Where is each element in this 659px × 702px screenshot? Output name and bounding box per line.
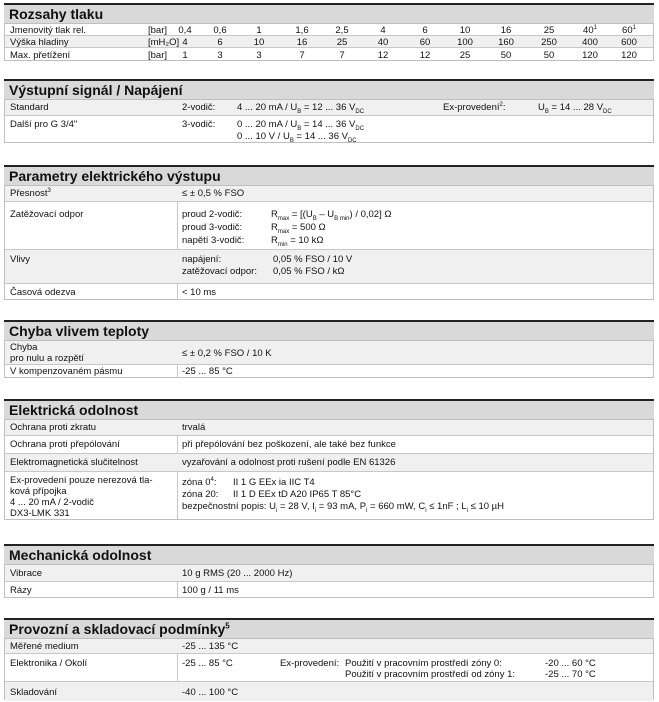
row-value: vyzařování a odolnost proti rušení podle EN 61326 [182,457,396,468]
table-row [5,654,653,682]
table-row [5,436,653,454]
row-value: 10 [459,25,471,36]
section-title-pressure-ranges: Rozsahy tlaku [4,3,654,23]
pressure-ranges-table [4,23,654,61]
table-row [5,582,653,599]
row-label: Elektronika / Okolí [10,658,88,669]
section-title-temperature-error: Chyba vlivem teploty [4,320,654,340]
row-label: Výška hladiny [10,37,69,48]
section-title-mechanical: Mechanická odolnost [4,544,654,564]
row-value: -25 ... 70 °C [545,669,596,680]
table-row [5,250,653,284]
table-row [5,24,653,36]
row-value: bezpečnostní popis: $U_i = 28$ V, $I_i = 93$ mA, $P_i = 660$ mW, $C_i \le 1nF$ ; $L_i \le 10$ µH [182,501,505,514]
row-value: 25 [459,50,471,61]
row-label: Max. přetížení [10,50,71,61]
row-value: 16 [296,37,308,48]
electrical-output-table [4,185,654,300]
row-value: -20 ... 60 °C [545,658,596,669]
row-value: 0,4 [178,25,192,36]
row-value: < 10 ms [182,287,217,298]
table-row [5,284,653,301]
row-value: trvalá [182,422,206,433]
row-value: $40^1$ [583,24,597,36]
row-unit: [mH₂O] [148,37,180,48]
row-value: napájení: [182,254,222,265]
row-label: ková přípojka [10,486,67,497]
row-value: 120 [582,50,598,61]
row-value: II 1 D EEx tD A20 IP65 T 85°C [233,489,362,500]
row-label: Použití v pracovním prostředí zóny 0: [345,658,502,669]
row-value: 4 ... 20 mA / $U_B = 12$ ... 36 $V_{DC}$ [237,102,365,115]
row-value: 7 [299,50,305,61]
table-row [5,365,653,379]
table-row [5,116,653,144]
row-value: zatěžovací odpor: [182,266,257,277]
row-value: 160 [498,37,514,48]
row-label: Ochrana proti přepólování [10,439,120,450]
section-title-electrical-output: Parametry elektrického výstupu [4,165,654,185]
row-value: -25 ... 85 °C [182,366,233,377]
operating-conditions-table [4,638,654,700]
row-value: 1 [256,25,262,36]
row-value: $60^1$ [622,24,636,36]
row-value: 50 [500,50,512,61]
row-value: 4 [380,25,386,36]
table-row [5,565,653,582]
row-value: 3-vodič: [182,119,216,130]
row-label: Použití v pracovním prostředí od zóny 1: [345,669,516,680]
row-label: Měřené medium [10,641,79,652]
row-value: 7 [339,50,345,61]
row-label: Zatěžovací odpor [10,209,84,220]
row-label: Chyba [10,342,38,353]
row-value: 3 [217,50,223,61]
row-value: 4 [182,37,188,48]
row-value: 0,6 [213,25,227,36]
row-value: ≤ ± 0,5 % FSO [182,188,245,199]
row-value: 0 ... 10 $V / U_B = 14$ ... 36 $V_{DC}$ [237,131,357,144]
row-value: $R_{max} = [(U_B - U_{B min}) / 0,02]$ Ω [271,209,392,222]
row-label: V kompenzovaném pásmu [10,366,123,377]
section-title-operating-conditions: Provozní a skladovací podmínky$^5$ [4,618,654,638]
row-value: -40 ... 100 °C [182,687,239,698]
row-value: 12 [377,50,389,61]
row-value: 16 [500,25,512,36]
row-label: Elektromagnetická slučitelnost [10,457,138,468]
row-label: Ex-provedení$^2$: [443,101,506,113]
row-label: pro nulu a rozpětí [10,353,84,364]
row-value: ≤ ± 0,2 % FSO / 10 K [182,348,272,359]
row-value: proud 3-vodič: [182,222,243,233]
table-row [5,682,653,701]
row-value: 100 [457,37,473,48]
row-value: 60 [419,37,431,48]
section-title-output-signal: Výstupní signál / Napájení [4,79,654,99]
electrical-protection-table [4,419,654,520]
row-label: Další pro G 3/4" [10,119,78,130]
row-label: Ochrana proti zkratu [10,422,97,433]
row-value: 250 [541,37,557,48]
table-row [5,202,653,250]
mechanical-table [4,564,654,598]
row-label: Přesnost$^3$ [10,187,51,199]
row-value: 25 [543,25,555,36]
row-value: 0,05 % FSO / 10 V [273,254,353,265]
row-value: 1 [182,50,188,61]
row-value: 120 [621,50,637,61]
row-label: Ex-provedení pouze nerezová tla- [10,475,153,486]
row-value: proud 2-vodič: [182,209,243,220]
table-row [5,420,653,436]
table-row [5,49,653,62]
row-label: Standard [10,102,49,113]
row-value: $R_{max} = 500$ Ω [271,222,326,235]
table-row [5,341,653,365]
row-label: Ex-provedení: [280,658,340,669]
row-value: 10 [253,37,265,48]
row-value: zóna $0^4$: [182,476,217,488]
row-value: 25 [336,37,348,48]
row-value: 2-vodič: [182,102,216,113]
table-row [5,639,653,654]
row-label: Skladování [10,687,58,698]
table-row [5,454,653,472]
row-label: Rázy [10,585,32,596]
row-label: Vlivy [10,254,31,265]
row-label: DX3-LMK 331 [10,508,70,519]
row-value: 0 ... 20 mA / $U_B = 14$ ... 36 $V_{DC}$ [237,119,365,132]
row-value: 12 [419,50,431,61]
row-value: zóna 20: [182,489,219,500]
output-signal-table [4,99,654,143]
section-title-electrical-protection: Elektrická odolnost [4,399,654,419]
row-value: 6 [217,37,223,48]
table-row [5,186,653,202]
row-value: při přepólování bez poškození, ale také bez funkce [182,439,396,450]
row-label: Vibrace [10,568,43,579]
row-value: -25 ... 85 °C [182,658,233,669]
row-value: 3 [256,50,262,61]
row-value: $U_B = 14$ ... 28 $V_{DC}$ [538,102,612,115]
table-row [5,472,653,521]
row-value: 600 [621,37,637,48]
row-value: $R_{min} = 10$ kΩ [271,235,324,248]
table-row [5,100,653,116]
row-value: 6 [422,25,428,36]
row-value: 2,5 [335,25,349,36]
row-value: 50 [543,50,555,61]
row-value: II 1 G EEx ia IIC T4 [233,477,315,488]
row-label: Jmenovitý tlak rel. [10,25,87,36]
row-unit: [bar] [148,25,168,36]
row-value: 0,05 % FSO / kΩ [273,266,345,277]
temperature-error-table [4,340,654,378]
row-value: napětí 3-vodič: [182,235,245,246]
row-value: -25 ... 135 °C [182,641,239,652]
row-unit: [bar] [148,50,168,61]
table-row [5,36,653,48]
row-value: 40 [377,37,389,48]
row-value: 1,6 [295,25,309,36]
row-label: Časová odezva [10,287,76,298]
row-value: 10 g RMS (20 ... 2000 Hz) [182,568,293,579]
row-value: 100 g / 11 ms [182,585,239,596]
row-label: 4 ... 20 mA / 2-vodič [10,497,94,508]
row-value: 400 [582,37,598,48]
